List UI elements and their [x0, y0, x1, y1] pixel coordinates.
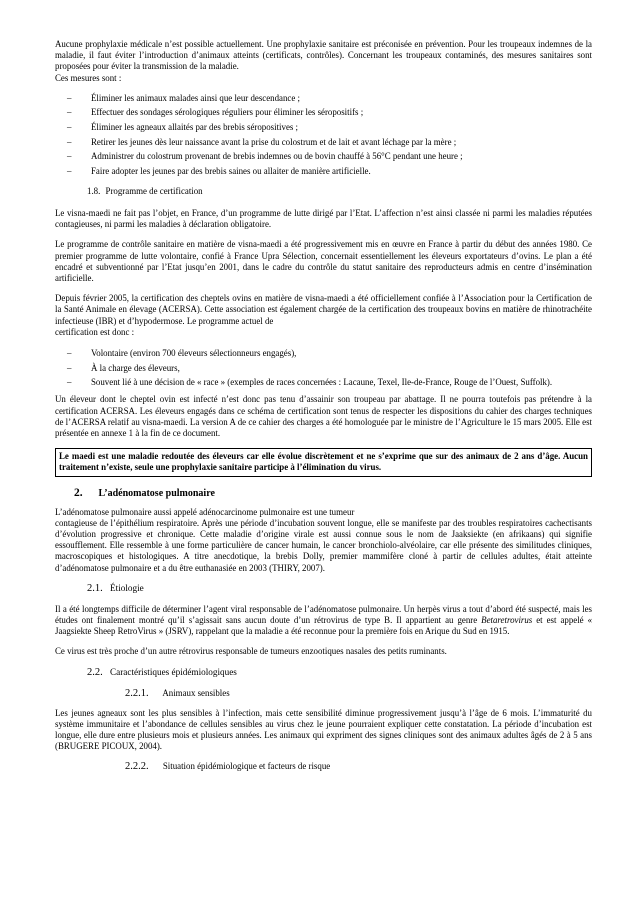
list-item: – Souvent lié à une décision de « race » (exemples de races concernées : Lacaune, Texel, Ile-de-France, Rouge de l’Ouest, Suffolk).	[67, 377, 592, 388]
programme-list	[67, 348, 592, 388]
etiologie-paragraph	[55, 604, 592, 638]
section-number: 2.2.1.	[125, 687, 149, 699]
controle-paragraph: Le programme de contrôle sanitaire en matière de visna-maedi a été progressivement mis en œuvre en France à partir du début des années 1980. Ce premier programme de lutte volontaire, confié à France Upra Sélection, concernait essentiellement les éleveurs exportateurs d’ovins. Le plan a été encadré et subventionné par l’Etat jusqu’en 2001, dans le cadre du contrôle du statut sanitaire des reproducteurs admis en centre d’insémination artificielle.	[55, 239, 592, 283]
list-item: – À la charge des éleveurs,	[67, 363, 592, 374]
list-item: – Éliminer les animaux malades ainsi que leur descendance ;	[67, 93, 592, 104]
section-number: 2.2.2.	[125, 761, 149, 773]
section-heading-2-2-2	[125, 761, 592, 772]
eleveur-paragraph: Un éleveur dont le cheptel ovin est infecté n’est donc pas tenu d’assainir son troupeau par abattage. Il ne pourra toutefois pas prétendre à la certification ACERSA. Les éleveurs engagés dans ce schéma de certification sont tenus de respecter les dispositions du cahier des charges techniques de l’ACERSA relatif au visna-maedi. La version A de ce cahier des charges a été homologuée par le ministre de l’Agriculture le 15 mars 2005. Elle est présentée en annexe 1 à la fin de ce document.	[55, 394, 592, 439]
list-item: – Faire adopter les jeunes par des brebis saines ou allaiter de manière artificielle.	[67, 166, 592, 177]
section-heading-2-1	[87, 583, 592, 594]
summary-box	[55, 448, 592, 476]
acersa-text: Depuis février 2005, la certification des cheptels ovins en matière de visna-maedi a été officiellement confiée à l’Association pour la Certification de la Santé Animale en élevage (ACERSA). Cette association est également chargée de la certification des troupeaux bovins en matière de rhinotrachéite infectieuse (IBR) et d’hypodermose. Le programme actuel de	[55, 293, 592, 326]
etiologie-text-b: et est appelé « Jaagsiekte Sheep RetroVirus » (JSRV), rappelant que la maladie a été reconnue pour la première fois en Arique du Sud en 1915.	[55, 615, 593, 637]
list-item: – Effectuer des sondages sérologiques réguliers pour éliminer les séropositifs ;	[67, 107, 592, 118]
acersa-tail: certification est donc :	[55, 326, 135, 337]
section-number: 2.2.	[87, 666, 103, 678]
section-title: Programme de certification	[105, 185, 203, 196]
mesures-label: Ces mesures sont :	[55, 72, 122, 83]
section-number: 2.1.	[87, 582, 103, 594]
summary-text: Le maedi est une maladie redoutée des éleveurs car elle évolue discrètement et ne s’exprime que sur des animaux de 2 ans d’âge. Aucun traitement n’existe, seule une prophylaxie sanitaire participe à l’élimination du virus.	[59, 451, 588, 473]
section-heading-1-8	[87, 186, 592, 196]
etiologie-paragraph-2: Ce virus est très proche d’un autre rétrovirus responsable de tumeurs enzootiques nasales des petits ruminants.	[55, 646, 447, 657]
section-heading-2-2	[87, 667, 592, 678]
genus-name: Betaretrovirus	[481, 615, 533, 626]
acersa-paragraph	[55, 293, 592, 338]
section-heading-2-2-1	[125, 688, 592, 699]
section-number: 1.8.	[87, 185, 101, 196]
section-number: 2.	[74, 486, 83, 499]
list-item: – Volontaire (environ 700 éleveurs sélectionneurs engagés),	[67, 348, 592, 359]
document-page	[55, 39, 592, 781]
section-title: Animaux sensibles	[162, 687, 230, 698]
section-title: Caractéristiques épidémiologiques	[110, 666, 237, 677]
list-item: – Éliminer les agneaux allaités par des brebis séropositives ;	[67, 122, 592, 133]
mesures-list	[67, 93, 592, 177]
intro-paragraph	[55, 39, 592, 84]
intro-text: Aucune prophylaxie médicale n’est possible actuellement. Une prophylaxie sanitaire est préconisée en prévention. Pour les troupeaux indemnes de la maladie, il faut éviter l’introduction d’animaux atteints (certificats, contrôles). Concernant les troupeaux contaminés, des mesures sanitaires sont proposées pour éviter la transmission de la maladie.	[55, 39, 592, 72]
visna-paragraph: Le visna-maedi ne fait pas l’objet, en France, d’un programme de lutte dirigé par l’Etat. L’affection n’est ainsi classée ni parmi les maladies réputées contagieuses, ni parmi les maladies à déclaration obligatoire.	[55, 207, 592, 230]
adenomatose-paragraph: contagieuse de l’épithélium respiratoire. Après une période d’incubation souvent longue, elle se manifeste par des troubles respiratoires cachectisants d’évolution progressive et chronique. Cette maladie d’origine virale est aussi connue sous le nom de Jaaksiekte (en afrikaans) qui signifie essoufflement. Elle ressemble à une forme particulière de cancer humain, le cancer bronchiolo-alvéolaire, car elle présente des similitudes cliniques, macroscopiques et histologiques. A titre anecdotique, la brebis Dolly, premier mammifère cloné à partir de cellules adultes, était atteinte d’adénomatose pulmonaire et a du être euthanasiée en 2003 (THIRY, 2007).	[55, 517, 592, 573]
section-title: Situation épidémiologique et facteurs de risque	[162, 761, 331, 772]
list-item: – Administrer du colostrum provenant de brebis indemnes ou de bovin chauffé à 56°C pendant une heure ;	[67, 151, 592, 162]
section-title: Étiologie	[110, 582, 144, 593]
list-item: – Retirer les jeunes dès leur naissance avant la prise du colostrum et de lait et avant léchage par la mère ;	[67, 137, 592, 148]
adenomatose-paragraph-lead: L’adénomatose pulmonaire aussi appelé adénocarcinome pulmonaire est une tumeur	[55, 506, 355, 517]
section-heading-2	[74, 487, 592, 499]
sensibles-paragraph: Les jeunes agneaux sont les plus sensibles à l’infection, mais cette sensibilité diminue progressivement jusqu’à l’âge de 6 mois. L’immaturité du système immunitaire et l’abondance de cellules sensibles au virus chez le jeune pourraient expliquer cette constatation. La période d’incubation est longue, elle dure entre plusieurs mois et plusieurs années. Les animaux qui expriment des signes cliniques sont des animaux adultes âgés de 2 à 5 ans (BRUGERE PICOUX, 2004).	[55, 707, 592, 752]
etiologie-text-a: Il a été longtemps difficile de déterminer l’agent viral responsable de l’adénomatose pulmonaire. Un herpès virus a tout d’abord été suspecté, mais les études ont finalement montré qu’il s’agissait sans aucun doute d’un rétrovirus de type B. Il appartient au genre	[55, 603, 592, 626]
section-title: L’adénomatose pulmonaire	[98, 487, 215, 499]
